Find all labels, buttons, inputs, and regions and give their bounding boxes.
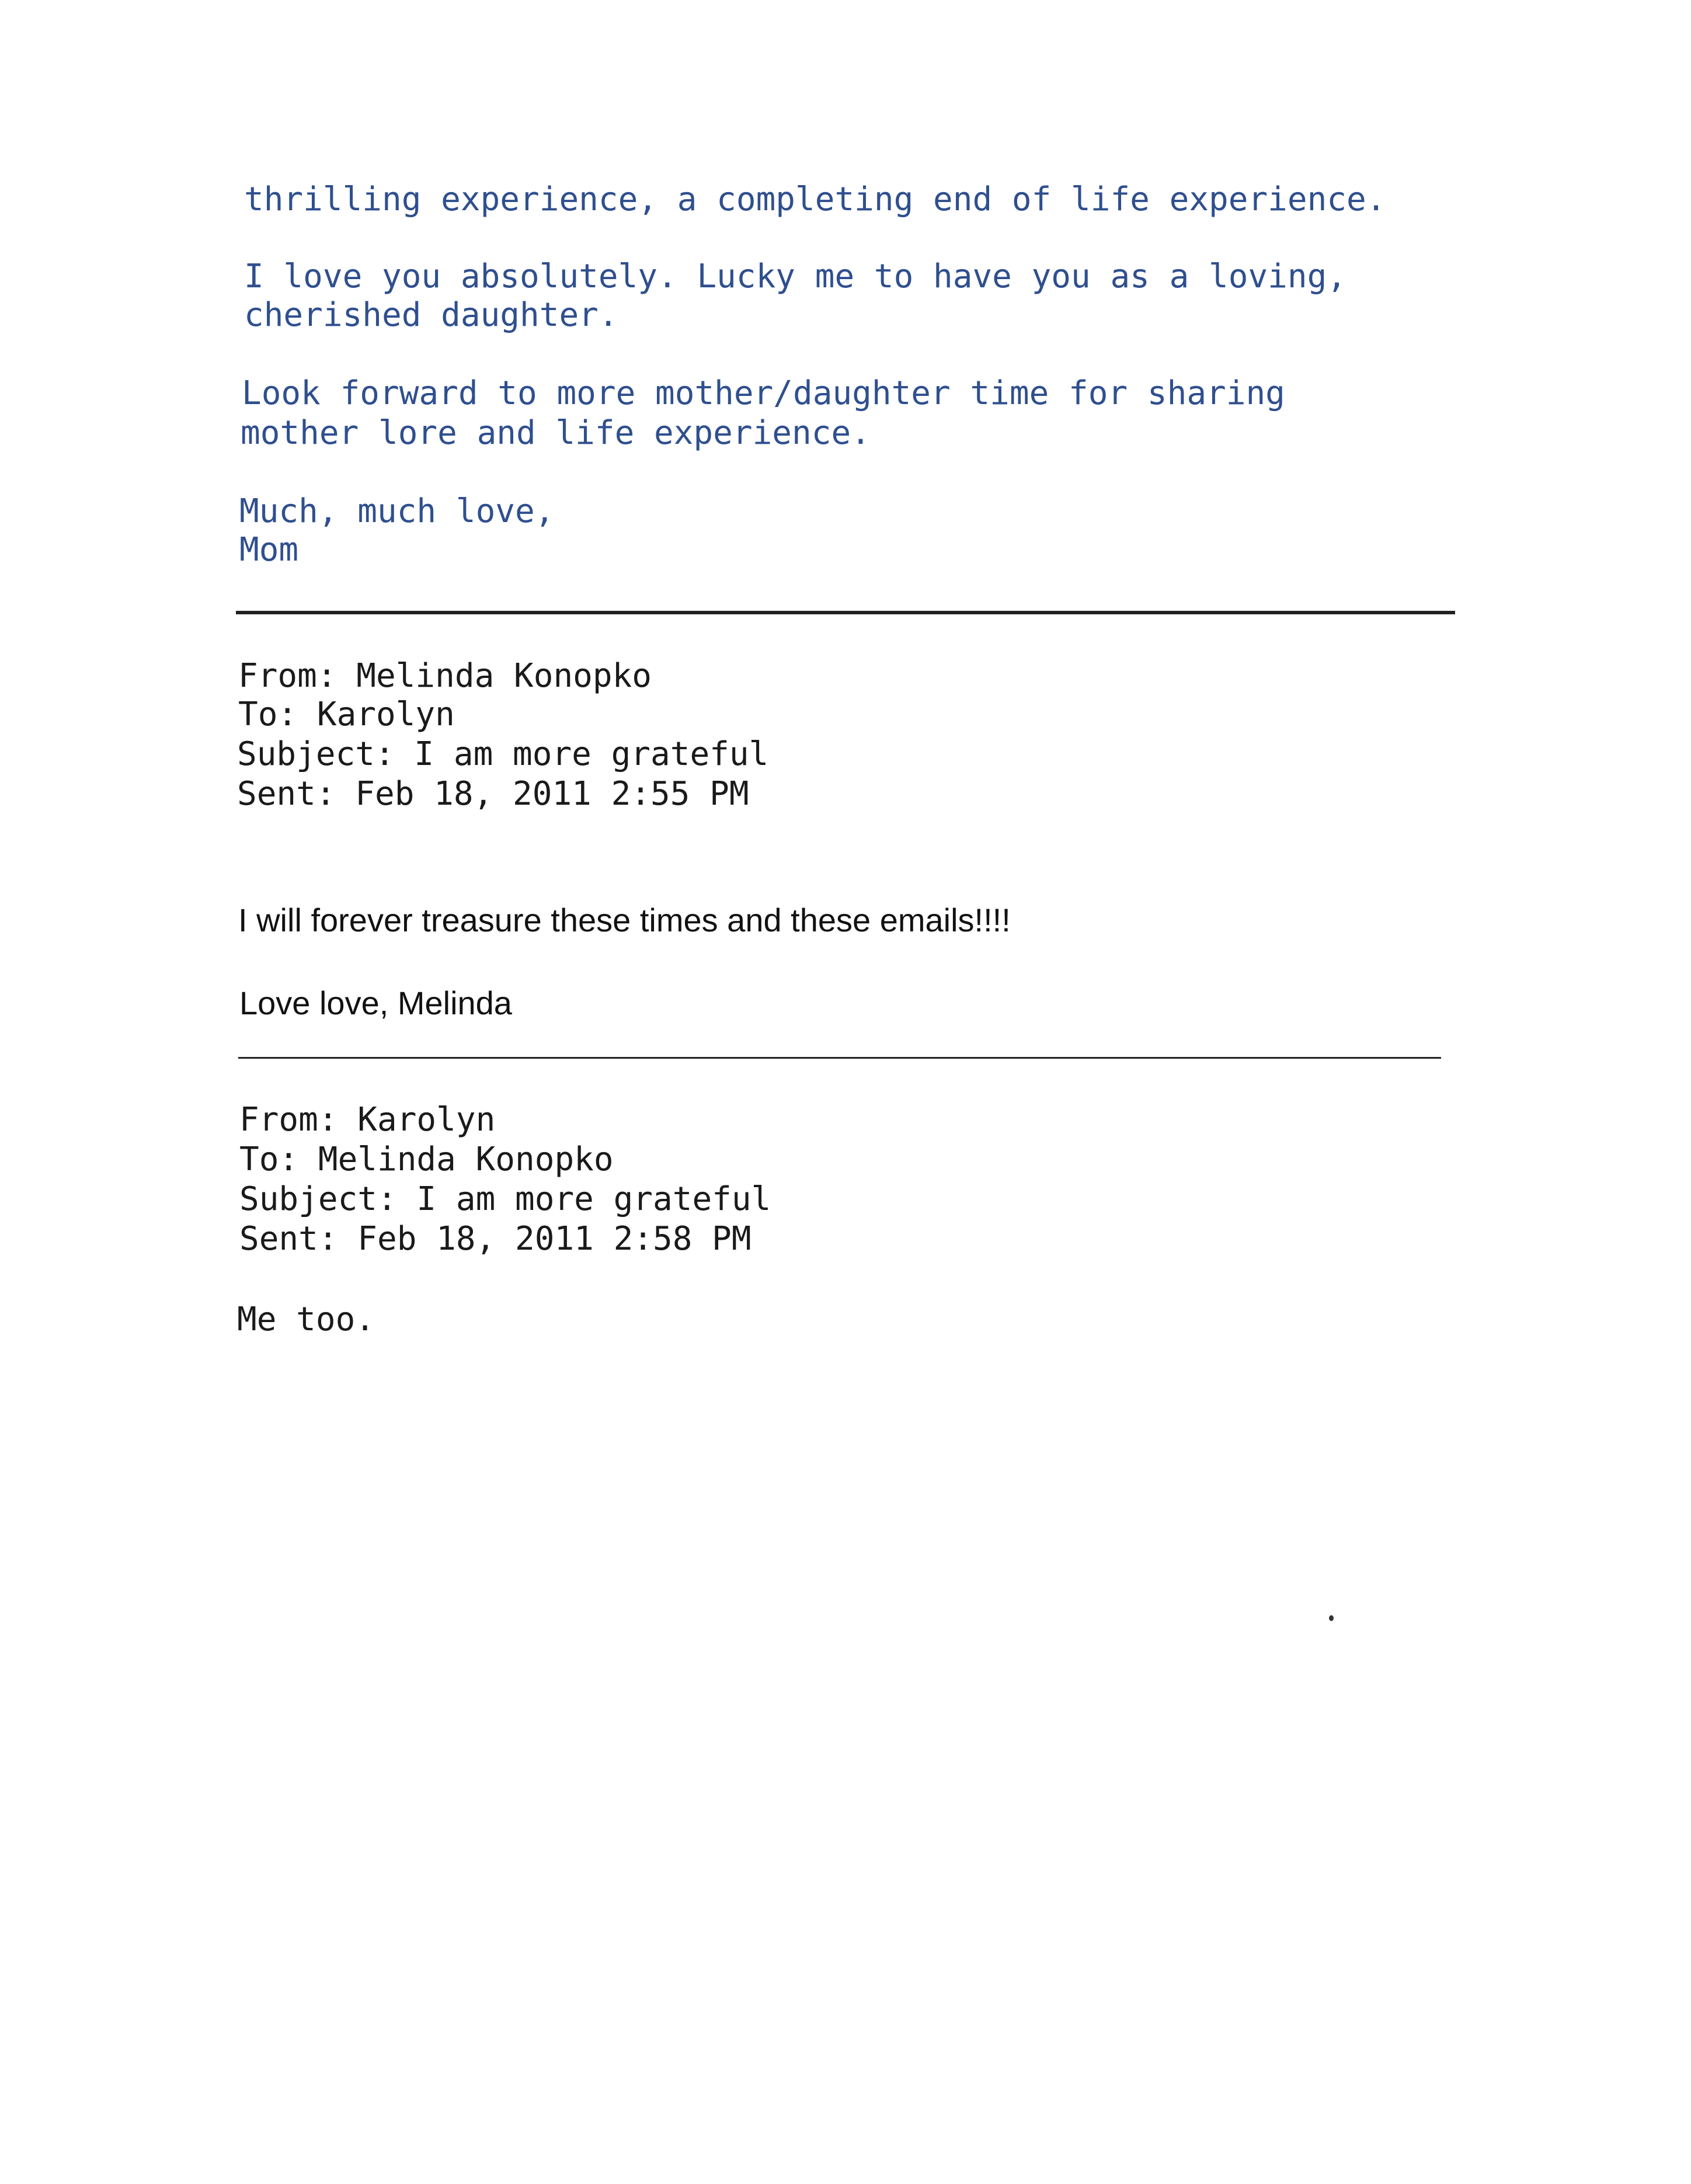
divider-rule — [238, 1057, 1441, 1059]
letter-line-look-forward: Look forward to more mother/daughter time for sharing — [242, 374, 1285, 412]
email-to: To: Melinda Konopko — [239, 1140, 614, 1178]
email-body: Me too. — [237, 1300, 375, 1338]
email-sent: Sent: Feb 18, 2011 2:55 PM — [237, 775, 749, 813]
letter-line-experience: thrilling experience, a completing end of life experience. — [244, 180, 1386, 218]
email-signoff: Love love, Melinda — [239, 985, 512, 1021]
letter-line-mother-lore: mother lore and life experience. — [241, 414, 871, 452]
letter-signature: Mom — [239, 531, 299, 569]
email-sent: Sent: Feb 18, 2011 2:58 PM — [239, 1220, 751, 1258]
letter-line-love-you: I love you absolutely. Lucky me to have you as a loving, — [244, 258, 1347, 295]
scan-speck — [1329, 1615, 1334, 1621]
email-from: From: Karolyn — [239, 1101, 496, 1139]
email-subject: Subject: I am more grateful — [237, 735, 769, 773]
email-subject: Subject: I am more grateful — [239, 1180, 771, 1218]
email-body: I will forever treasure these times and these emails!!!! — [238, 902, 1011, 938]
email-to: To: Karolyn — [238, 695, 455, 733]
divider-rule — [236, 611, 1455, 614]
email-from: From: Melinda Konopko — [238, 657, 652, 695]
letter-line-daughter: cherished daughter. — [244, 296, 618, 334]
letter-closing: Much, much love, — [239, 492, 555, 530]
